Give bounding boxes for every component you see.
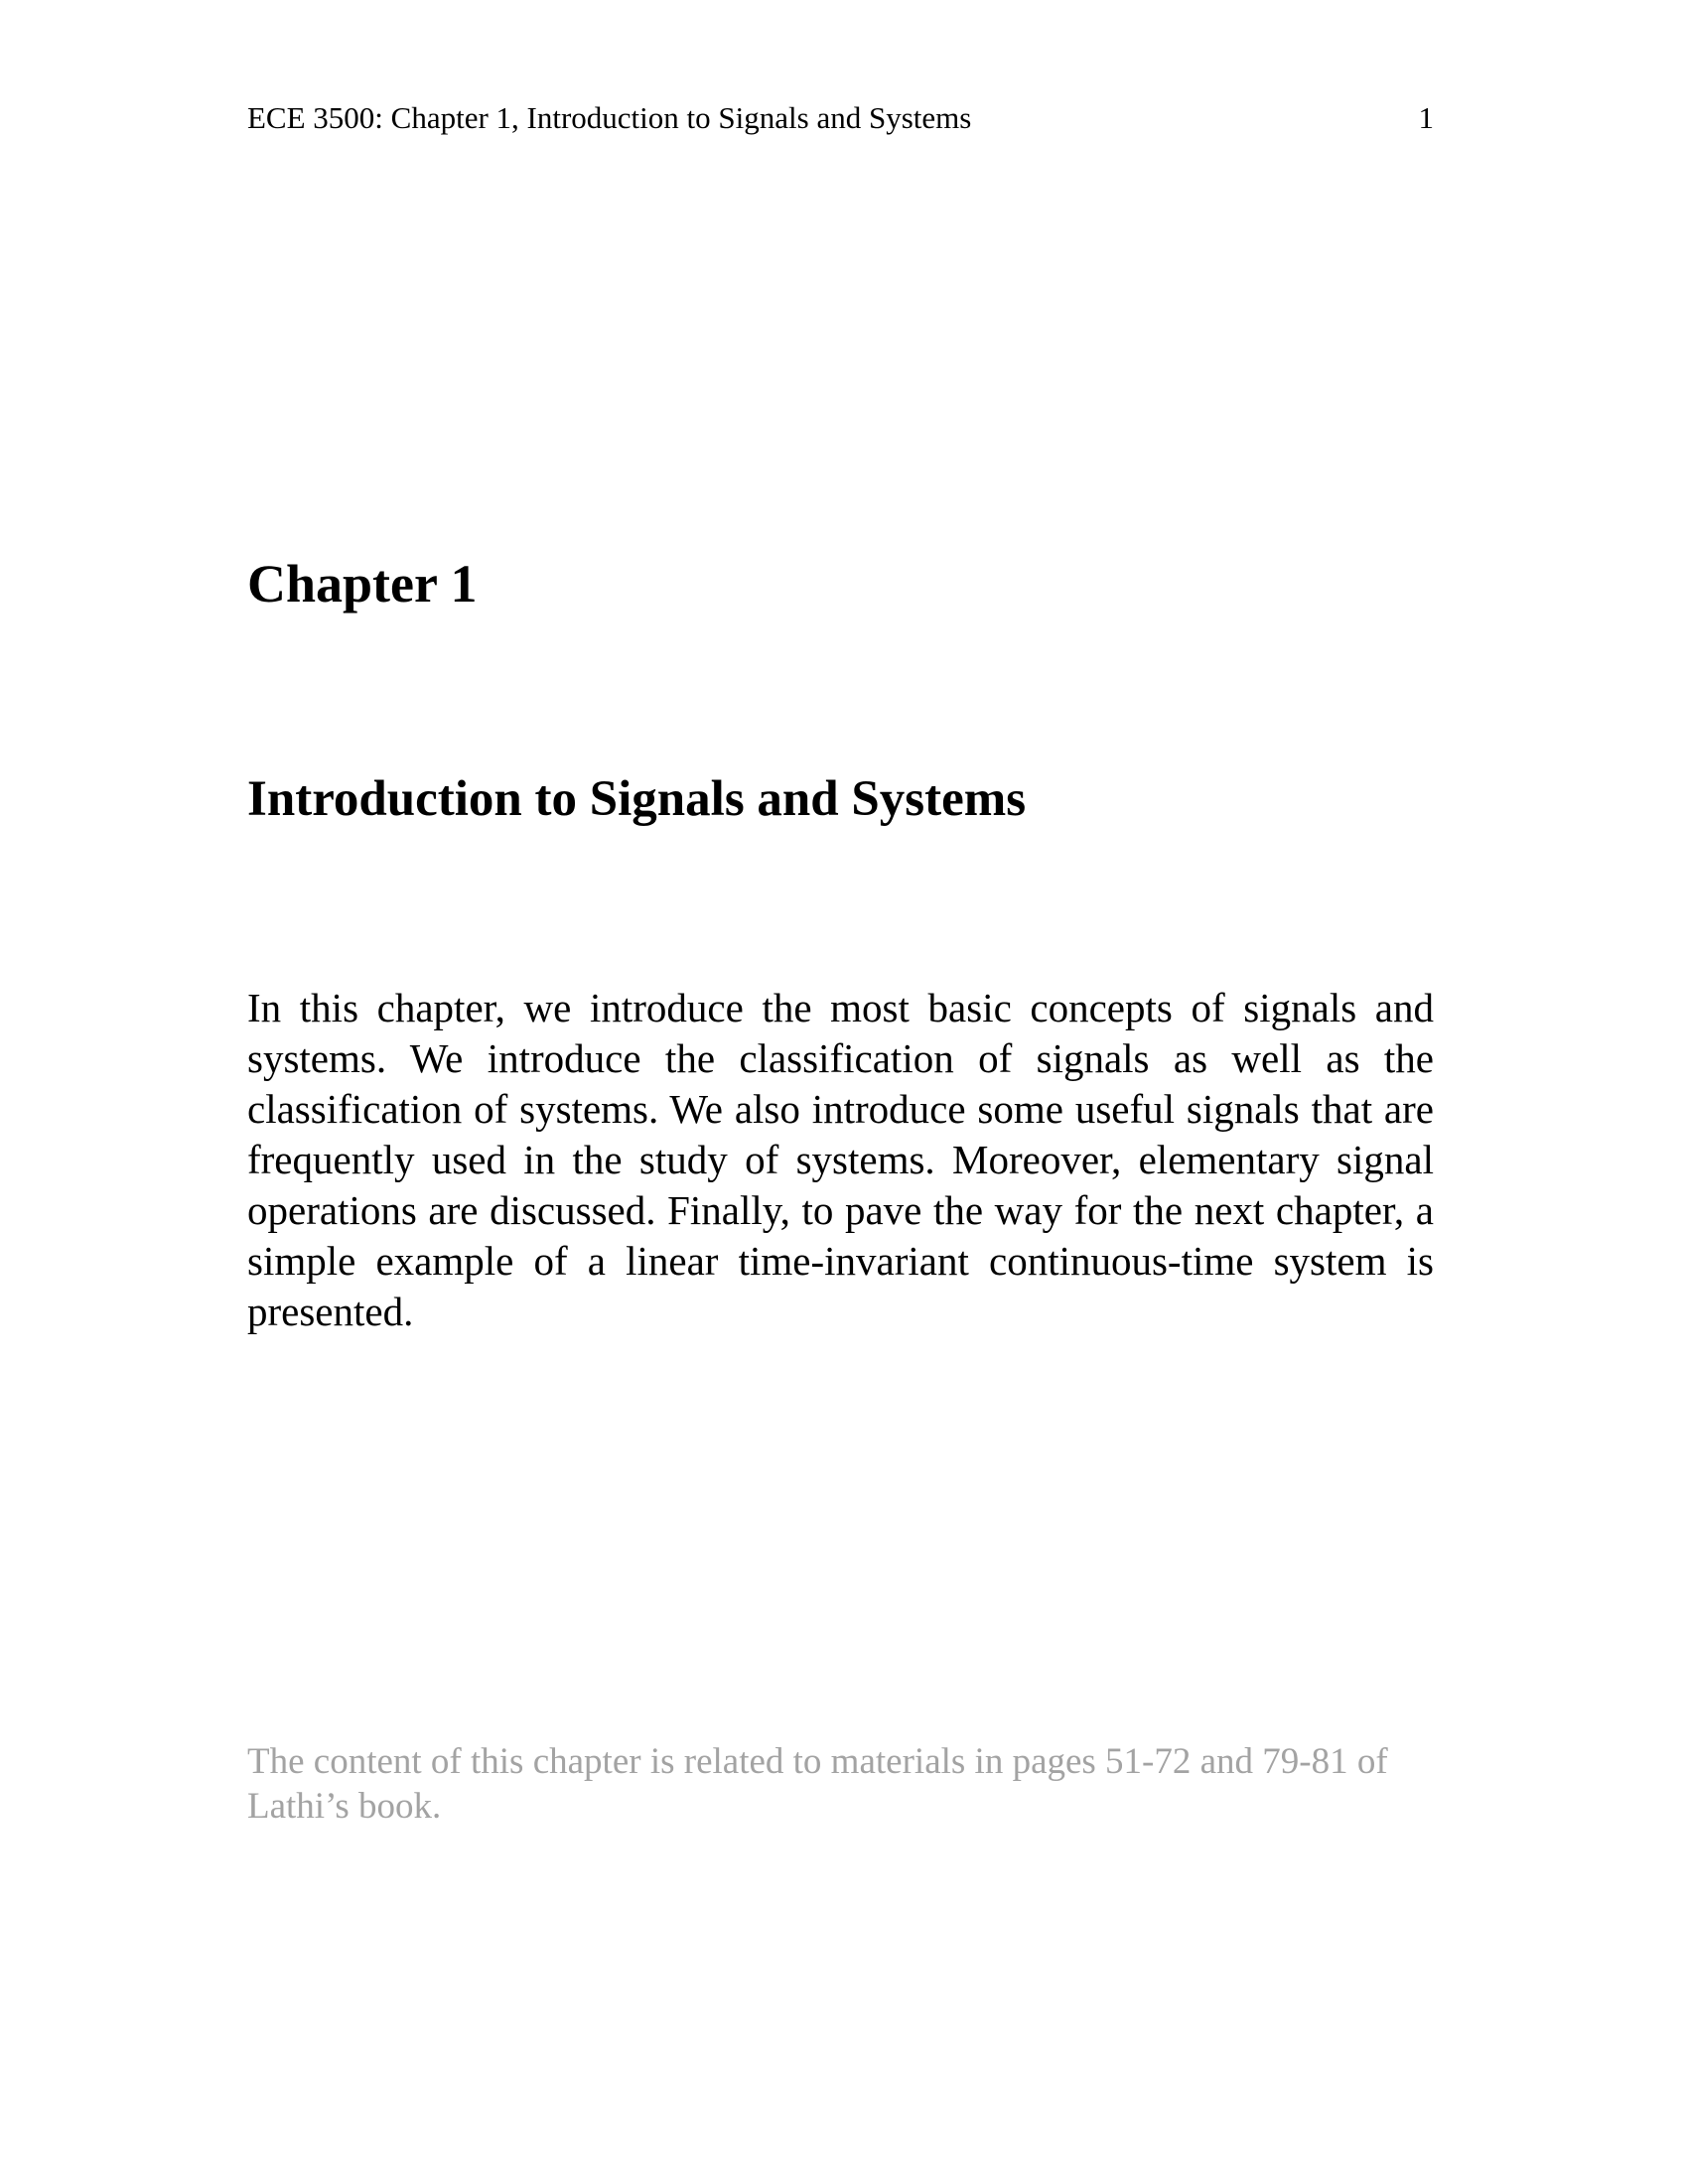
source-reference-note: The content of this chapter is related to materials in pages 51-72 and 79-81 of Lathi’s book. [247,1741,1388,1827]
chapter-title-heading: Introduction to Signals and Systems [247,771,1027,827]
running-header-title: ECE 3500: Chapter 1, Introduction to Signals and Systems [247,100,972,135]
chapter-number-heading: Chapter 1 [247,554,478,614]
chapter-abstract-paragraph: In this chapter, we introduce the most basic concepts of signals and systems. We introduce the classification of signals as well as the classification of systems. We also introduce some useful signals that are frequently used in the study of systems. Moreover, elementary signal operations are discussed. Finally, to pave the way for the next chapter, a simple example of a linear time-invariant continuous-time system is presented. [247,985,1434,1334]
page-number: 1 [1418,100,1434,135]
